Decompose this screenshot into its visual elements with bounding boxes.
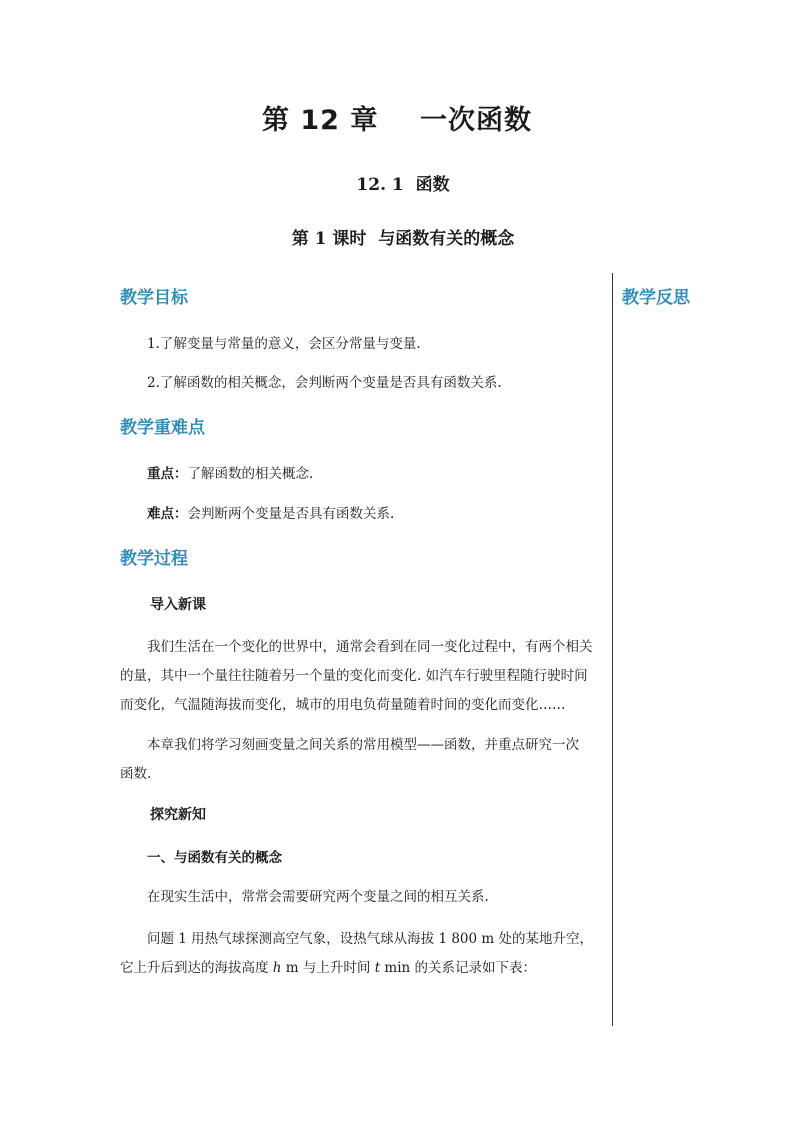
column-divider [612,273,613,1026]
focus-line [147,462,313,482]
intro-heading: 导入新课 [150,597,206,613]
objectives-heading: 教学目标 [120,288,188,308]
variable-h: h [272,960,282,976]
lesson-title: 第 1 课时 与函数有关的概念 [291,229,515,249]
chapter-intro-line-2: 函数. [120,766,152,782]
explore-heading: 探究新知 [150,807,206,823]
process-heading: 教学过程 [120,549,188,569]
problem-line-2 [120,956,536,976]
objective-item-1: 1.了解变量与常量的意义，会区分常量与变量. [147,336,421,352]
problem-text-b: m 与上升时间 [281,960,375,976]
concept-heading: 一、与函数有关的概念 [147,850,282,866]
intro-line-3: 而变化，气温随海拔而变化，城市的用电负荷量随着时间的变化而变化…… [120,697,566,713]
intro-line-1: 我们生活在一个变化的世界中，通常会看到在同一变化过程中，有两个相关 [147,639,593,655]
focus-label: 重点： [147,466,188,482]
problem-line-1: 问题 1 用热气球探测高空气象，设热气球从海拔 1 800 m 处的某地升空， [147,931,593,947]
section-title: 12. 1 函数 [356,175,450,195]
difficulty-line [147,502,394,522]
difficulty-label: 难点： [147,506,188,522]
difficulty-text: 会判断两个变量是否具有函数关系. [187,506,395,522]
key-points-heading: 教学重难点 [120,418,205,438]
problem-text-c: min 的关系记录如下表： [380,960,537,976]
problem-text-a: 它上升后到达的海拔高度 [120,960,273,976]
objective-item-2: 2.了解函数的相关概念，会判断两个变量是否具有函数关系. [147,375,502,391]
reflection-heading: 教学反思 [622,288,690,308]
variable-t: t [374,960,381,976]
concept-text: 在现实生活中，常常会需要研究两个变量之间的相互关系. [147,889,489,905]
chapter-title: 第 12 章 一次函数 [262,105,532,136]
intro-line-2: 的量，其中一个量往往随着另一个量的变化而变化. 如汽车行驶里程随行驶时间 [120,668,588,684]
focus-text: 了解函数的相关概念. [187,466,314,482]
chapter-intro-line-1: 本章我们将学习刻画变量之间关系的常用模型——函数，并重点研究一次 [147,737,579,753]
